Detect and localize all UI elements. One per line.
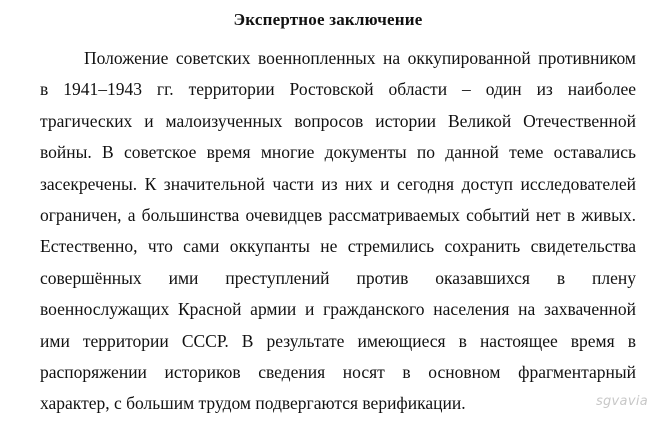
paragraph-line: характер, с большим трудом подвергаются верификации. <box>40 393 466 414</box>
paragraph-line: распоряжении историков сведения носят в основном фрагментарный <box>40 361 636 382</box>
paragraph-line: ими территории СССР. В результате имеющиеся в настоящее время в <box>40 330 636 351</box>
document-title: Экспертное заключение <box>233 10 423 29</box>
paragraph-line: военнослужащих Красной армии и гражданского населения на захваченной <box>40 299 636 320</box>
paragraph-line: Положение советских военнопленных на оккупированной противником <box>84 48 636 68</box>
paragraph-line: совершённых ими преступлений против оказавшихся в плену <box>40 267 636 288</box>
paragraph-line: трагических и малоизученных вопросов истории Великой Отечественной <box>40 110 636 131</box>
document-body <box>40 43 636 420</box>
paragraph-line: ограничен, а большинства очевидцев рассматриваемых событий нет в живых. <box>40 204 636 225</box>
paragraph-line: засекречены. К значительной части из них и сегодня доступ исследователей <box>40 173 636 194</box>
watermark-text: sgvavia <box>595 394 648 409</box>
paragraph-line: в 1941–1943 гг. территории Ростовской области – один из наиболее <box>40 79 636 100</box>
paragraph-line: Естественно, что сами оккупанты не стремились сохранить свидетельства <box>40 236 636 257</box>
paragraph-line: войны. В советское время многие документы по данной теме оставались <box>40 142 636 163</box>
